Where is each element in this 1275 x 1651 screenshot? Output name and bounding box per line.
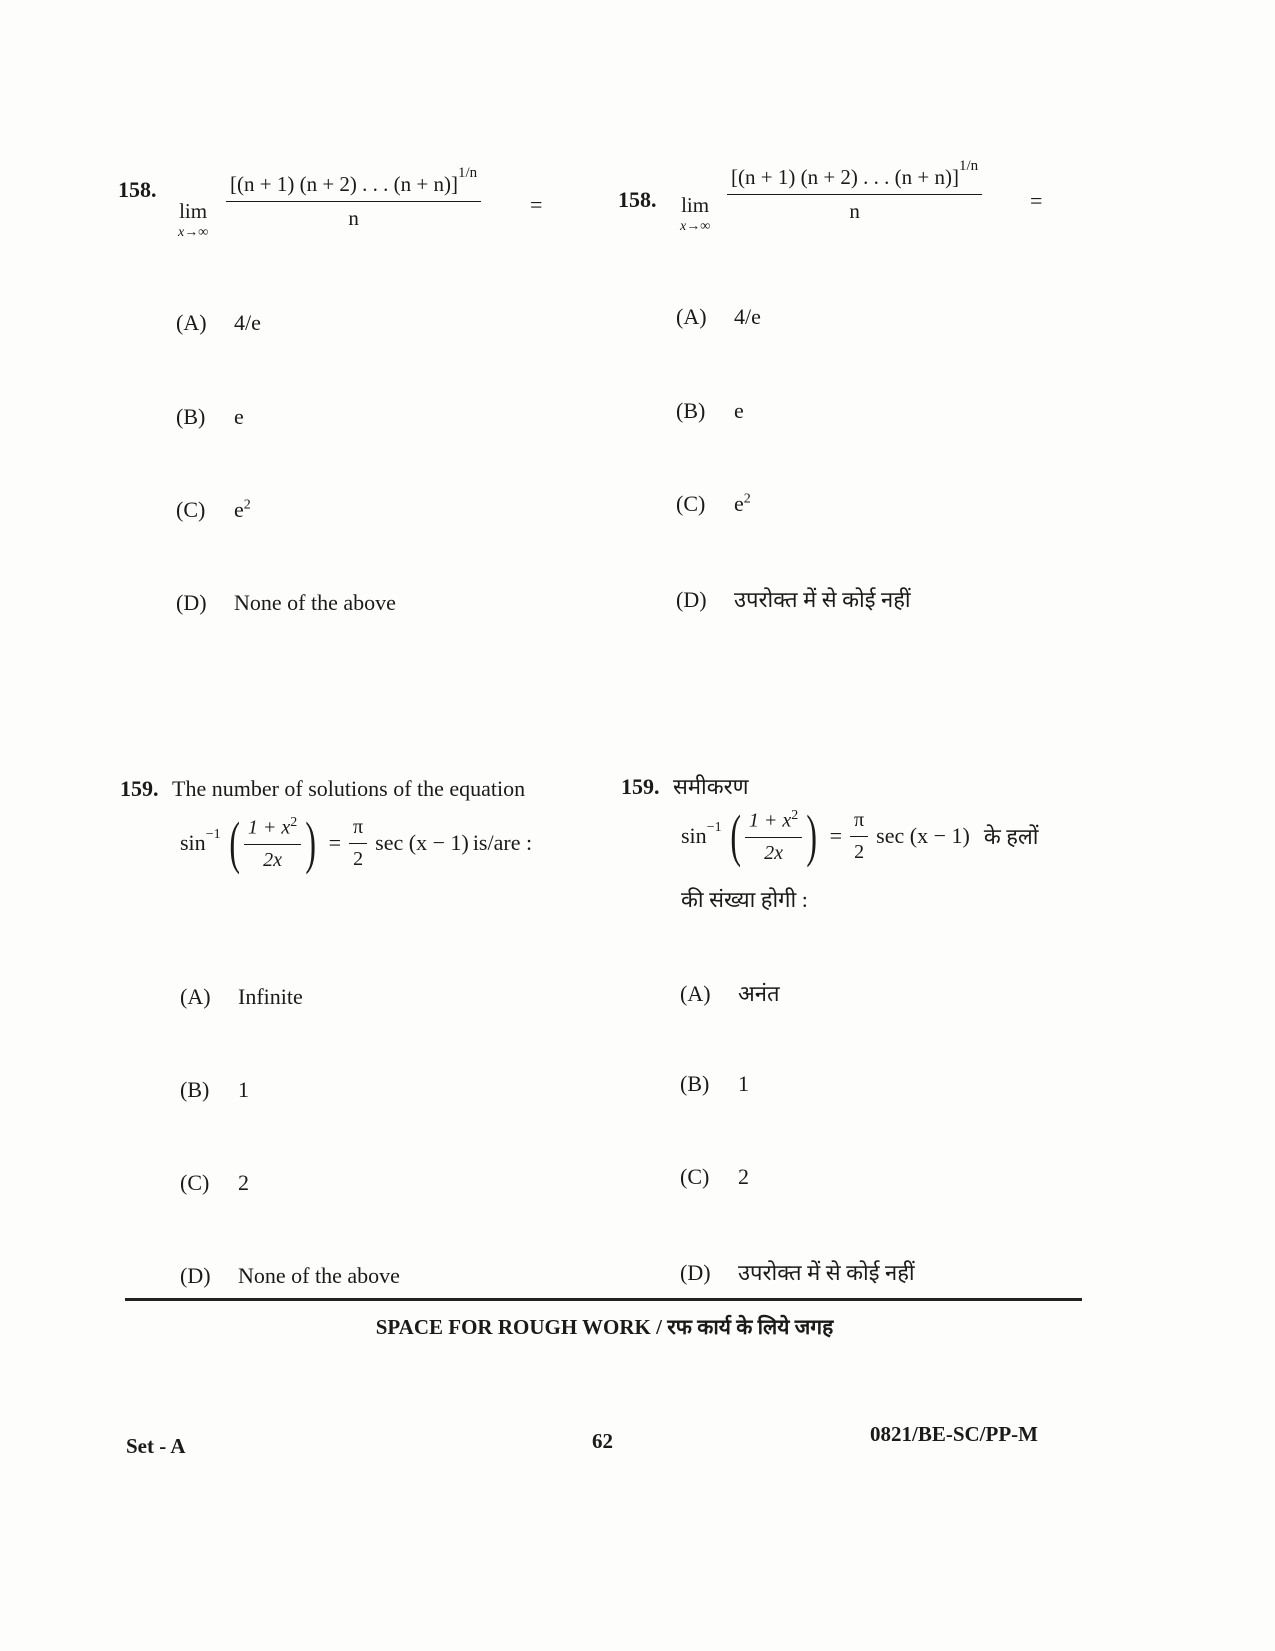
power: 1/n [457,165,478,181]
q159-hi-option-a[interactable] [680,978,780,1008]
pi-numerator: π [850,809,868,837]
option-text: उपरोक्त में से कोई नहीं [738,1260,915,1285]
sin-superscript: −1 [205,827,221,843]
lim-label: lim [179,199,208,223]
sec-text: sec (x − 1) [876,823,970,849]
q159-hi-stem-line2: की संख्या होगी : [681,887,808,912]
option-label: (D) [176,590,207,615]
option-text: अनंत [738,981,780,1006]
inner-superscript: 2 [290,815,298,830]
q158-hi-option-a[interactable] [676,304,761,330]
sin-superscript: −1 [706,820,722,836]
option-label: (B) [176,404,206,429]
q158-en-option-b[interactable] [176,404,244,430]
inner-denominator: 2x [764,841,784,864]
inner-numerator: 1 + x [748,809,792,832]
option-label: (C) [176,497,206,522]
q159-hi-option-d[interactable] [680,1257,915,1287]
equals-sign: = [829,823,843,849]
q159-hi-stem [621,771,749,801]
lim-subscript: x→∞ [680,219,711,234]
option-label: (B) [180,1077,210,1102]
equals-sign: = [1030,188,1043,213]
option-label: (C) [180,1170,210,1195]
option-text: None of the above [234,590,396,615]
option-label: (A) [180,984,211,1009]
option-text: 4/e [734,304,761,329]
footer-set: Set - A [126,1434,186,1458]
option-superscript: 2 [243,497,251,513]
pi-denominator: 2 [353,847,364,870]
q158-hi-lim [680,195,710,235]
option-text: 1 [238,1077,249,1102]
q158-en-option-a[interactable] [176,310,261,336]
q158-hi-fraction [727,158,982,224]
equals-sign: = [328,830,342,856]
option-label: (B) [676,398,706,423]
option-text: 1 [738,1071,749,1096]
option-label: (A) [680,981,711,1006]
question-number: 158. [618,187,657,212]
option-text: 4/e [234,310,261,335]
denominator: n [849,199,860,223]
q159-en-option-b[interactable] [180,1077,249,1103]
q159-en-stem [120,776,525,802]
rough-work-heading: SPACE FOR ROUGH WORK / रफ कार्य के लिये जगह [375,1315,834,1339]
pi-denominator: 2 [854,840,865,863]
q158-en-fraction [226,165,481,231]
question-number: 159. [621,774,660,799]
lim-subscript: x→∞ [178,225,209,240]
option-label: (B) [680,1071,710,1096]
option-text: e [234,497,244,522]
q159-hi-option-b[interactable] [680,1071,749,1097]
sin-label: sin [681,823,707,849]
footer-page-number: 62 [592,1429,613,1453]
inner-denominator: 2x [263,848,283,871]
q159-en-option-a[interactable] [180,984,303,1010]
option-text: None of the above [238,1263,400,1288]
q158-hi-option-b[interactable] [676,398,744,424]
sin-label: sin [180,830,206,856]
option-label: (C) [676,491,706,516]
stem-tail: के हलों [983,824,1039,850]
sec-text: sec (x − 1) [375,830,469,856]
question-number: 158. [118,177,157,202]
option-label: (D) [180,1263,211,1288]
option-label: (D) [676,587,707,612]
question-number: 159. [120,776,159,801]
q158-hi-option-c[interactable] [676,491,751,517]
numerator: [(n + 1) (n + 2) . . . (n + n)] [230,172,458,196]
footer-paper-code: 0821/BE-SC/PP-M [870,1422,1038,1446]
option-label: (C) [680,1164,710,1189]
q159-hi-option-c[interactable] [680,1164,749,1190]
stem-text: समीकरण [673,774,749,799]
q158-hi-option-d[interactable] [676,584,911,614]
stem-text: The number of solutions of the equation [172,776,526,801]
option-text: e [234,404,244,429]
q159-en-equation: sin $^{-1}$ ( $\frac{1 + x^2}{2x}$ ) = $\frac{\pi}{2}$ sec (x − 1) is/are : [180,810,533,876]
power: 1/n [958,158,979,174]
lim-label: lim [681,193,710,217]
option-text: e [734,398,744,423]
q158-en-option-d[interactable] [176,590,396,616]
pi-numerator: π [349,816,367,844]
q159-hi-equation: sin $^{-1}$ ( $\frac{1 + x^2}{2x}$ ) = $\frac{\pi}{2}$ sec (x − 1) के हलों [681,803,1039,869]
rough-work-divider [125,1298,1082,1301]
q159-en-option-c[interactable] [180,1170,249,1196]
option-text: e [734,491,744,516]
option-label: (D) [680,1260,711,1285]
option-text: 2 [738,1164,749,1189]
q158-en [118,177,157,203]
option-label: (A) [176,310,207,335]
q158-en-lim [178,201,208,241]
denominator: n [348,206,359,230]
option-text: उपरोक्त में से कोई नहीं [734,587,911,612]
stem-tail: is/are : [472,830,533,856]
equals-sign: = [530,192,543,217]
q158-hi [618,187,657,213]
option-text: Infinite [238,984,303,1009]
inner-numerator: 1 + x [247,816,291,839]
numerator: [(n + 1) (n + 2) . . . (n + n)] [731,165,959,189]
q158-en-option-c[interactable] [176,497,251,523]
inner-superscript: 2 [791,808,799,823]
option-label: (A) [676,304,707,329]
q159-en-option-d[interactable] [180,1263,400,1289]
option-superscript: 2 [743,491,751,507]
option-text: 2 [238,1170,249,1195]
